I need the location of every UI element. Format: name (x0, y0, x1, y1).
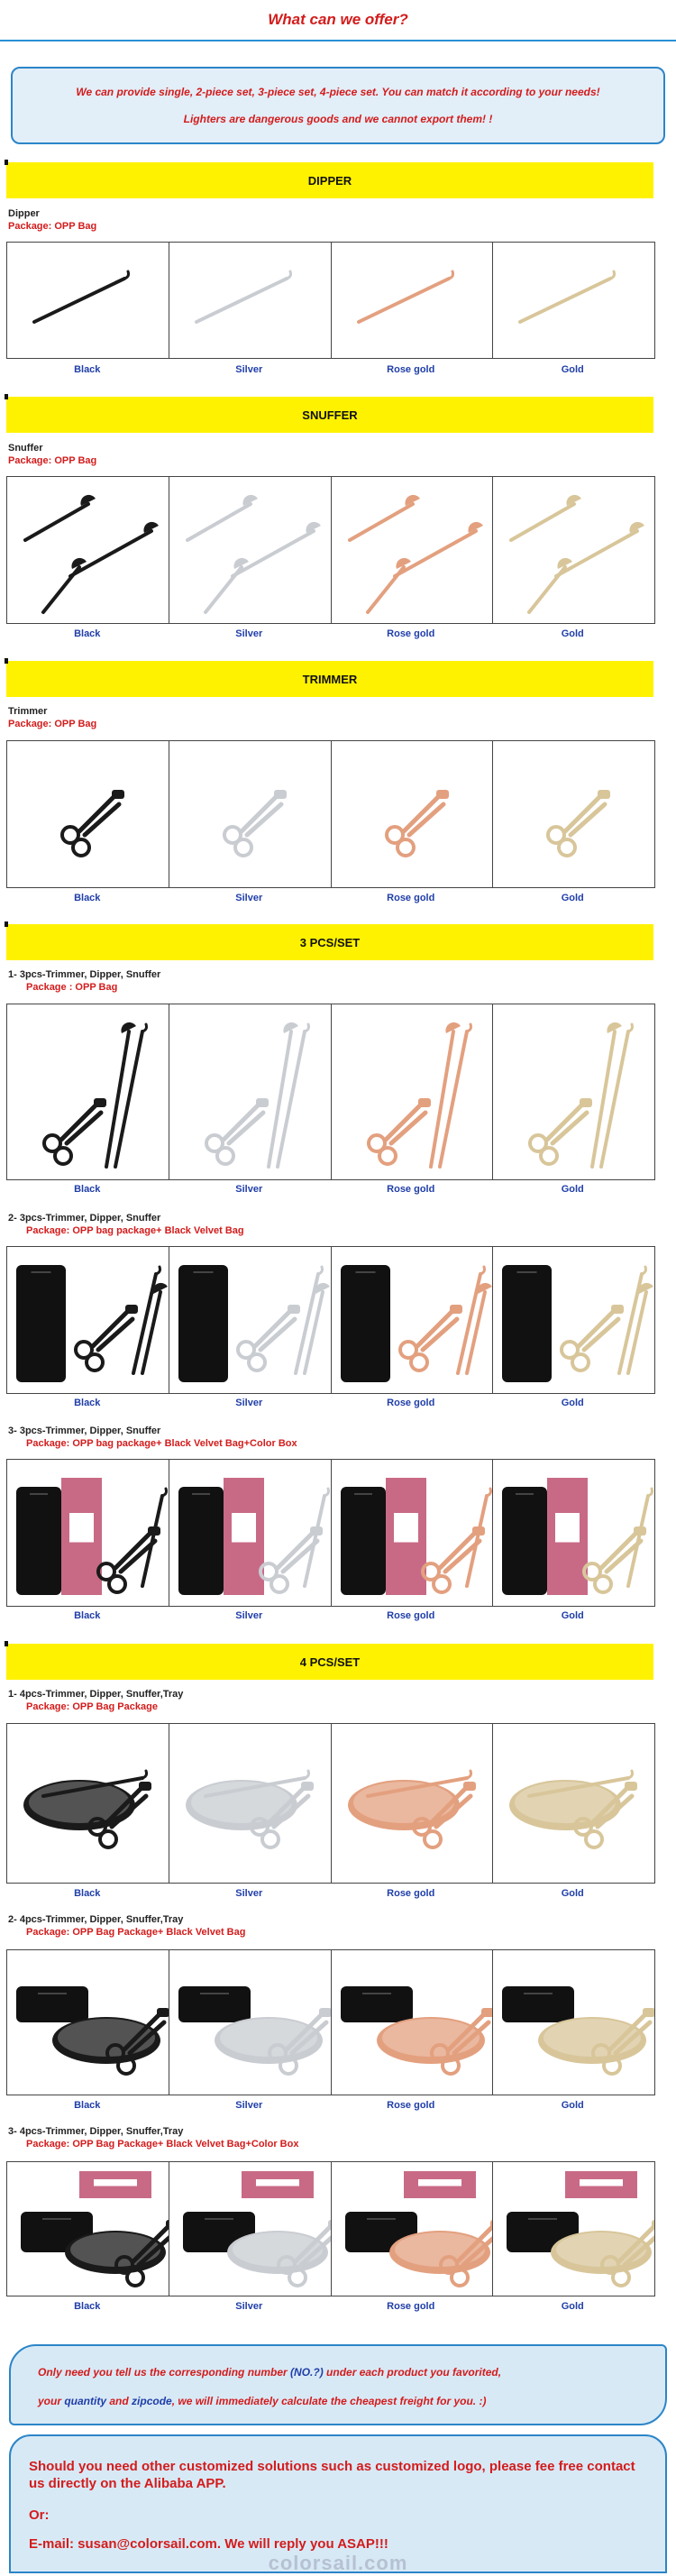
color-label-black: Black (74, 1184, 101, 1195)
snuffer-subtitle: Snuffer Package: OPP Bag (8, 443, 97, 466)
product-illustration (7, 741, 169, 887)
color-label-gold: Gold (561, 893, 584, 903)
snuffer-icon (556, 531, 637, 576)
product-illustration (493, 1724, 654, 1883)
color-label-rosegold: Rose gold (387, 1184, 435, 1195)
color-label-silver: Silver (235, 2301, 263, 2312)
trimmer-icon (387, 790, 449, 856)
dipper-subtitle: Dipper Package: OPP Bag (8, 208, 97, 232)
color-label-black: Black (74, 2100, 101, 2111)
product-image-rosegold (332, 1247, 494, 1393)
contact-or: Or: (29, 2507, 50, 2523)
product-image-black (7, 1247, 169, 1393)
velvet-bag-icon (341, 1487, 386, 1595)
product-illustration (493, 2162, 654, 2296)
color-label-silver: Silver (235, 628, 263, 639)
color-label-gold: Gold (561, 2100, 584, 2111)
color-label-silver: Silver (235, 2100, 263, 2111)
color-label-gold: Gold (561, 1398, 584, 1408)
product-illustration (493, 243, 654, 358)
product-image-rosegold (332, 1724, 494, 1883)
product-image-black (7, 243, 169, 358)
set3-item-2-image-row (6, 1246, 655, 1394)
trimmer-icon (238, 1305, 300, 1371)
color-label-silver: Silver (235, 1184, 263, 1195)
velvet-bag-icon (178, 1265, 228, 1382)
color-label-rosegold: Rose gold (387, 364, 435, 375)
offer-line-1: We can provide single, 2-piece set, 3-piece set, 4-piece set. You can match it according to your needs! (76, 86, 600, 98)
velvet-bag-icon (178, 1487, 224, 1595)
snuffer-icon (305, 1292, 323, 1373)
product-image-black (7, 1004, 169, 1179)
color-label-black: Black (74, 893, 101, 903)
snuffer-image-row (6, 476, 655, 624)
product-illustration (7, 243, 169, 358)
product-illustration (7, 1460, 169, 1606)
product-image-black (7, 741, 169, 887)
section-band-3pcs: 3 PCS/SET (6, 924, 653, 960)
dipper-icon (34, 279, 124, 322)
product-image-silver (169, 741, 332, 887)
section-band-trimmer: TRIMMER (6, 661, 653, 697)
velvet-bag-icon (341, 1986, 413, 2022)
set3-item-3-subtitle: 3- 3pcs-Trimmer, Dipper, Snuffer Package: OPP bag package+ Black Velvet Bag+Color Box (8, 1426, 297, 1449)
snuffer-icon (350, 504, 413, 540)
color-label-rosegold: Rose gold (387, 1610, 435, 1621)
section-band-4pcs: 4 PCS/SET (6, 1644, 653, 1680)
product-illustration (169, 1004, 331, 1179)
product-illustration (169, 1950, 331, 2095)
product-illustration (7, 1950, 169, 2095)
color-label-rosegold: Rose gold (387, 1398, 435, 1408)
snuffer-icon (368, 567, 404, 612)
trimmer-image-row (6, 740, 655, 888)
dipper-icon (196, 279, 287, 322)
color-label-silver: Silver (235, 364, 263, 375)
trimmer-color-labels (6, 893, 653, 903)
dipper-color-labels (6, 364, 653, 375)
product-illustration (169, 1724, 331, 1883)
color-label-silver: Silver (235, 1610, 263, 1621)
set3-item-1-subtitle: 1- 3pcs-Trimmer, Dipper, Snuffer Package : OPP Bag (8, 969, 161, 993)
color-label-black: Black (74, 1398, 101, 1408)
trimmer-icon (206, 1098, 269, 1164)
velvet-bag-icon (178, 1986, 251, 2022)
product-image-gold (493, 1950, 654, 2095)
product-illustration (7, 477, 169, 623)
velvet-bag-icon (16, 1265, 66, 1382)
watermark: colorsail.com (268, 2552, 408, 2574)
velvet-bag-icon (16, 1986, 88, 2022)
product-image-gold (493, 477, 654, 623)
product-illustration (493, 1247, 654, 1393)
product-image-silver (169, 1247, 332, 1393)
snuffer-icon (511, 504, 574, 540)
product-image-silver (169, 1950, 332, 2095)
product-illustration (169, 741, 331, 887)
product-image-gold (493, 243, 654, 358)
snuffer-color-labels (6, 628, 653, 639)
color-label-gold: Gold (561, 1184, 584, 1195)
velvet-bag-icon (341, 1265, 390, 1382)
velvet-bag-icon (16, 1487, 61, 1595)
dipper-icon (359, 279, 449, 322)
color-label-rosegold: Rose gold (387, 893, 435, 903)
product-image-rosegold (332, 1950, 494, 2095)
snuffer-icon (187, 504, 251, 540)
snuffer-icon (395, 531, 476, 576)
snuffer-icon (206, 567, 242, 612)
snuffer-icon (25, 504, 88, 540)
set4-item-2-image-row (6, 1949, 655, 2095)
color-label-rosegold: Rose gold (387, 2301, 435, 2312)
color-label-gold: Gold (561, 628, 584, 639)
snuffer-icon (529, 567, 565, 612)
product-illustration (332, 1724, 493, 1883)
color-label-rosegold: Rose gold (387, 628, 435, 639)
color-label-silver: Silver (235, 893, 263, 903)
trimmer-icon (98, 1526, 160, 1592)
product-image-gold (493, 1247, 654, 1393)
contact-text: Should you need other customized solutions such as customized logo, please fee free contact us directly on the Alibaba APP. (29, 2459, 635, 2491)
offer-box (11, 67, 665, 144)
trimmer-icon (584, 1526, 646, 1592)
trimmer-icon (548, 790, 610, 856)
product-image-gold (493, 1004, 654, 1179)
set3-item-1-color-labels (6, 1184, 653, 1195)
trimmer-icon (76, 1305, 138, 1371)
product-illustration (332, 2162, 493, 2296)
color-label-gold: Gold (561, 1888, 584, 1899)
trimmer-icon (224, 790, 287, 856)
velvet-bag-icon (502, 1986, 574, 2022)
freight-note-line-2: your quantity and zipcode, we will immediately calculate the cheapest freight for you. :) (38, 2395, 487, 2407)
product-illustration (7, 2162, 169, 2296)
set3-item-3-color-labels (6, 1610, 653, 1621)
product-illustration (169, 477, 331, 623)
velvet-bag-icon (502, 1487, 547, 1595)
freight-note-line-1: Only need you tell us the corresponding number (NO.?) under each product you favorited, (38, 2366, 502, 2379)
product-illustration (332, 1004, 493, 1179)
product-image-black (7, 1950, 169, 2095)
set4-item-1-image-row (6, 1723, 655, 1884)
section-band-snuffer: SNUFFER (6, 397, 653, 433)
product-image-silver (169, 477, 332, 623)
set3-item-1-image-row (6, 1004, 655, 1180)
set3-item-3-image-row (6, 1459, 655, 1607)
product-image-rosegold (332, 243, 494, 358)
snuffer-icon (142, 1292, 160, 1373)
product-illustration (169, 1247, 331, 1393)
product-illustration (493, 477, 654, 623)
set3-item-2-color-labels (6, 1398, 653, 1408)
color-label-gold: Gold (561, 2301, 584, 2312)
product-illustration (332, 1460, 493, 1606)
product-image-silver (169, 1004, 332, 1179)
product-illustration (7, 1724, 169, 1883)
color-label-black: Black (74, 1888, 101, 1899)
offer-line-2: Lighters are dangerous goods and we cannot export them! ! (183, 113, 493, 125)
product-illustration (332, 1247, 493, 1393)
set4-item-1-color-labels (6, 1888, 653, 1899)
product-image-rosegold (332, 741, 494, 887)
product-image-rosegold (332, 477, 494, 623)
product-illustration (169, 243, 331, 358)
product-image-silver (169, 243, 332, 358)
contact-email-link[interactable]: E-mail: susan@colorsail.com. We will reply you ASAP!!! (29, 2536, 388, 2552)
product-image-rosegold (332, 1004, 494, 1179)
product-image-silver (169, 1724, 332, 1883)
color-label-silver: Silver (235, 1888, 263, 1899)
product-illustration (169, 2162, 331, 2296)
set4-item-2-subtitle: 2- 4pcs-Trimmer, Dipper, Snuffer,Tray Package: OPP Bag Package+ Black Velvet Bag (8, 1914, 246, 1938)
set4-item-3-subtitle: 3- 4pcs-Trimmer, Dipper, Snuffer,Tray Package: OPP Bag Package+ Black Velvet Bag+Color Box (8, 2126, 299, 2150)
snuffer-icon (233, 531, 314, 576)
title-divider (0, 40, 676, 41)
color-label-black: Black (74, 1610, 101, 1621)
color-label-black: Black (74, 364, 101, 375)
product-illustration (493, 1460, 654, 1606)
dipper-image-row (6, 242, 655, 359)
product-image-black (7, 2162, 169, 2296)
set4-item-2-color-labels (6, 2100, 653, 2111)
trimmer-icon (260, 1526, 323, 1592)
snuffer-icon (467, 1292, 485, 1373)
product-illustration (7, 1247, 169, 1393)
product-image-black (7, 477, 169, 623)
color-label-black: Black (74, 628, 101, 639)
trimmer-icon (400, 1305, 462, 1371)
snuffer-icon (43, 567, 79, 612)
product-illustration (7, 1004, 169, 1179)
product-image-gold (493, 2162, 654, 2296)
product-image-black (7, 1460, 169, 1606)
page-title: What can we offer? (268, 11, 408, 28)
product-image-rosegold (332, 2162, 494, 2296)
color-label-rosegold: Rose gold (387, 1888, 435, 1899)
product-illustration (332, 477, 493, 623)
trimmer-icon (530, 1098, 592, 1164)
product-illustration (332, 741, 493, 887)
product-image-gold (493, 1460, 654, 1606)
product-illustration (493, 1950, 654, 2095)
dipper-icon (520, 279, 610, 322)
section-band-dipper: DIPPER (6, 162, 653, 198)
product-image-rosegold (332, 1460, 494, 1606)
color-label-silver: Silver (235, 1398, 263, 1408)
snuffer-icon (628, 1292, 646, 1373)
freight-note-box (9, 2344, 667, 2425)
set3-item-2-subtitle: 2- 3pcs-Trimmer, Dipper, Snuffer Package: OPP bag package+ Black Velvet Bag (8, 1213, 244, 1236)
trimmer-subtitle: Trimmer Package: OPP Bag (8, 706, 97, 729)
product-image-black (7, 1724, 169, 1883)
set4-item-3-image-row (6, 2161, 655, 2296)
product-image-silver (169, 1460, 332, 1606)
trimmer-icon (369, 1098, 431, 1164)
product-image-silver (169, 2162, 332, 2296)
color-label-gold: Gold (561, 1610, 584, 1621)
product-illustration (332, 1950, 493, 2095)
product-illustration (169, 1460, 331, 1606)
set4-item-1-subtitle: 1- 4pcs-Trimmer, Dipper, Snuffer,Tray Package: OPP Bag Package (8, 1689, 184, 1712)
product-image-gold (493, 1724, 654, 1883)
color-label-rosegold: Rose gold (387, 2100, 435, 2111)
product-illustration (332, 243, 493, 358)
velvet-bag-icon (502, 1265, 552, 1382)
snuffer-icon (70, 531, 151, 576)
product-illustration (493, 741, 654, 887)
trimmer-icon (562, 1305, 624, 1371)
trimmer-icon (44, 1098, 106, 1164)
trimmer-icon (423, 1526, 485, 1592)
color-label-gold: Gold (561, 364, 584, 375)
product-illustration (493, 1004, 654, 1179)
color-label-black: Black (74, 2301, 101, 2312)
trimmer-icon (62, 790, 124, 856)
product-image-gold (493, 741, 654, 887)
set4-item-3-color-labels (6, 2301, 653, 2312)
